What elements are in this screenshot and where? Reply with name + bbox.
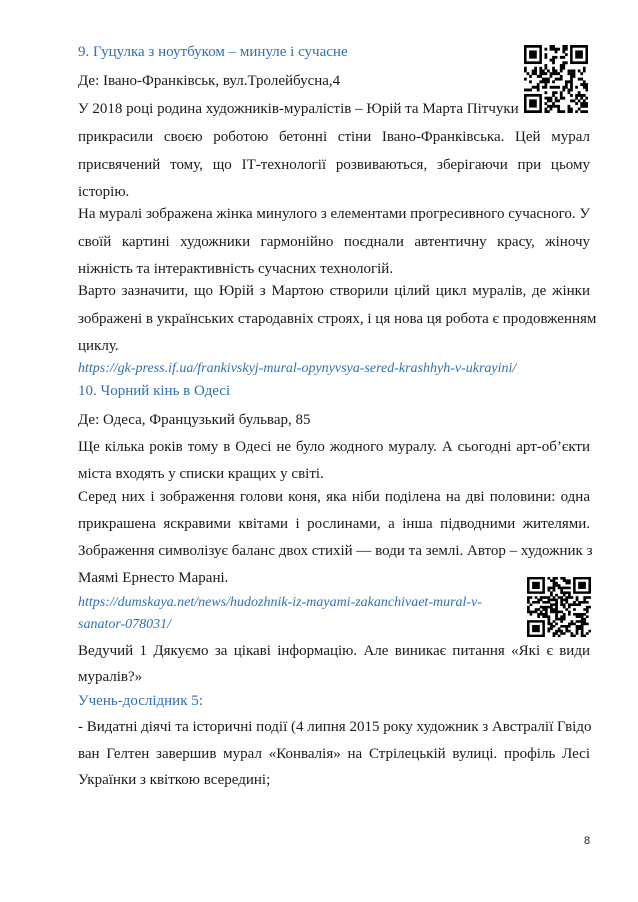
paragraph-line: своїй картині художники гармонійно поєднали автентичну красу, жіночу: [78, 234, 590, 250]
paragraph-line: Маямі Ернесто Марані.: [78, 570, 229, 586]
student-line: ван Гелтен завершив мурал «Конвалія» на Стрілецькій вулиці. профіль Лесі: [78, 746, 590, 762]
section-9-location: Де: Івано-Франківськ, вул.Тролейбусна,4: [78, 73, 341, 89]
host-line: Ведучий 1 Дякуємо за цікаві інформацію. Але виникає питання «Які є види: [78, 643, 590, 659]
paragraph-line: У 2018 році родина художників-муралістів – Юрій та Марта Пітчуки: [78, 101, 519, 117]
section-10-location: Де: Одеса, Французький бульвар, 85: [78, 412, 311, 428]
section-9-link[interactable]: https://gk-press.if.ua/frankivskyj-mural-opynyvsya-sered-krashhyh-v-ukrayini/: [78, 361, 517, 376]
qr-code-icon[interactable]: [527, 577, 591, 637]
paragraph-line: зображені в українських стародавніх строях, і ця нова ця робота є продовженням: [78, 311, 597, 327]
paragraph-line: Серед них і зображення голови коня, яка ніби поділена на дві половини: одна: [78, 489, 590, 505]
section-9-title: 9. Гуцулка з ноутбуком – минуле і сучасне: [78, 44, 348, 60]
section-10-link[interactable]: https://dumskaya.net/news/hudozhnik-iz-mayami-zakanchivaet-mural-v-: [78, 595, 482, 610]
page-number: 8: [584, 835, 591, 847]
paragraph-line: присвячений тому, що ІТ-технології розвиваються, зберігаючи при цьому: [78, 157, 590, 173]
paragraph-line: На муралі зображена жінка минулого з елементами прогресивного сучасного. У: [78, 206, 590, 222]
paragraph-line: циклу.: [78, 338, 119, 354]
student-line: Українки з квіткою всередині;: [78, 772, 271, 788]
student-line: - Видатні діячі та історичні події (4 липня 2015 року художник з Австралії Гвідо: [78, 719, 592, 735]
paragraph-line: Ще кілька років тому в Одесі не було жодного муралу. А сьогодні арт-об’єкти: [78, 439, 590, 455]
host-line: муралів?»: [78, 669, 143, 685]
section-10-title: 10. Чорний кінь в Одесі: [78, 383, 231, 399]
paragraph-line: прикрашена яскравими квітами і рослинами, а інша підводними жителями.: [78, 516, 590, 532]
paragraph-line: прикрасили своєю роботою бетонні стіни Івано-Франківська. Цей мурал: [78, 129, 590, 145]
paragraph-line: Зображення символізує баланс двох стихій — води та землі. Автор – художник з: [78, 543, 593, 559]
section-10-link-cont[interactable]: sanator-078031/: [78, 617, 172, 632]
paragraph-line: ніжність та інтерактивність сучасних технологій.: [78, 261, 394, 277]
student-heading: Учень-дослідник 5:: [78, 693, 203, 709]
paragraph-line: міста входять у списки кращих у світі.: [78, 466, 324, 482]
qr-code-icon[interactable]: [524, 45, 588, 113]
paragraph-line: Варто зазначити, що Юрій з Мартою створили цілий цикл муралів, де жінки: [78, 283, 590, 299]
paragraph-line: історію.: [78, 184, 130, 200]
